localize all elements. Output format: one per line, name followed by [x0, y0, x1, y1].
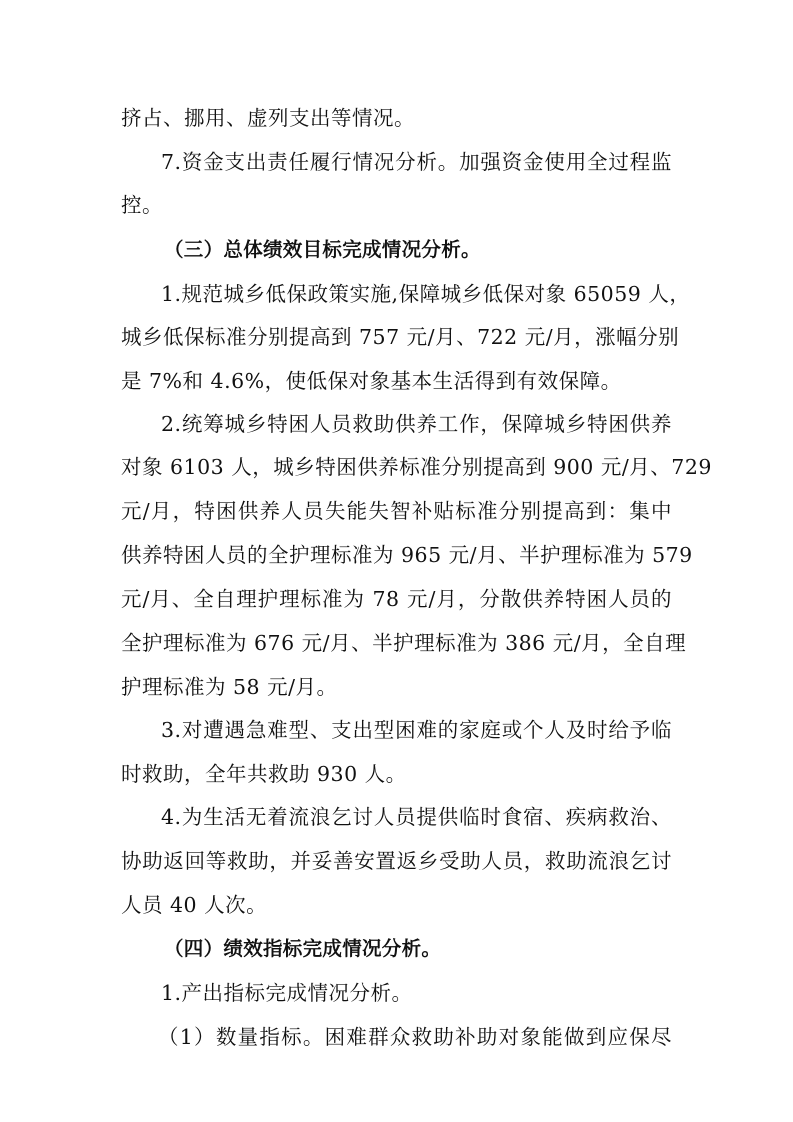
paragraph-line: 城乡低保标准分别提高到 757 元/月、722 元/月，涨幅分别 — [121, 325, 680, 349]
paragraph-line: 对象 6103 人，城乡特困供养标准分别提高到 900 元/月、729 — [121, 455, 712, 479]
paragraph-line: 1.规范城乡低保政策实施,保障城乡低保对象 65059 人， — [161, 282, 691, 306]
paragraph-line: 7.资金支出责任履行情况分析。加强资金使用全过程监 — [161, 150, 672, 174]
paragraph-line: 元/月、全自理护理标准为 78 元/月，分散供养特困人员的 — [121, 587, 672, 611]
paragraph-line: 挤占、挪用、虚列支出等情况。 — [121, 106, 415, 130]
paragraph-line: 协助返回等救助，并妥善安置返乡受助人员，救助流浪乞讨 — [121, 849, 672, 873]
paragraph-line: 3.对遭遇急难型、支出型困难的家庭或个人及时给予临 — [161, 718, 672, 742]
paragraph-line: 人员 40 人次。 — [121, 893, 268, 917]
section-heading-3: （三）总体绩效目标完成情况分析。 — [164, 238, 481, 261]
section-heading-4: （四）绩效指标完成情况分析。 — [164, 937, 442, 960]
paragraph-line: 控。 — [121, 193, 163, 217]
paragraph-line: 元/月，特困供养人员失能失智补贴标准分别提高到：集中 — [121, 499, 672, 523]
paragraph-line: 供养特困人员的全护理标准为 965 元/月、半护理标准为 579 — [121, 543, 693, 567]
paragraph-line: 1.产出指标完成情况分析。 — [161, 981, 413, 1005]
paragraph-line: 2.统筹城乡特困人员救助供养工作，保障城乡特困供养 — [161, 412, 672, 436]
paragraph-line: 全护理标准为 676 元/月、半护理标准为 386 元/月，全自理 — [121, 631, 687, 655]
paragraph-line: 时救助，全年共救助 930 人。 — [121, 762, 407, 786]
paragraph-line: 护理标准为 58 元/月。 — [121, 675, 338, 699]
paragraph-line: （1）数量指标。困难群众救助补助对象能做到应保尽 — [158, 1025, 672, 1049]
paragraph-line: 是 7%和 4.6%，使低保对象基本生活得到有效保障。 — [121, 369, 622, 393]
paragraph-line: 4.为生活无着流浪乞讨人员提供临时食宿、疾病救治、 — [161, 805, 672, 829]
